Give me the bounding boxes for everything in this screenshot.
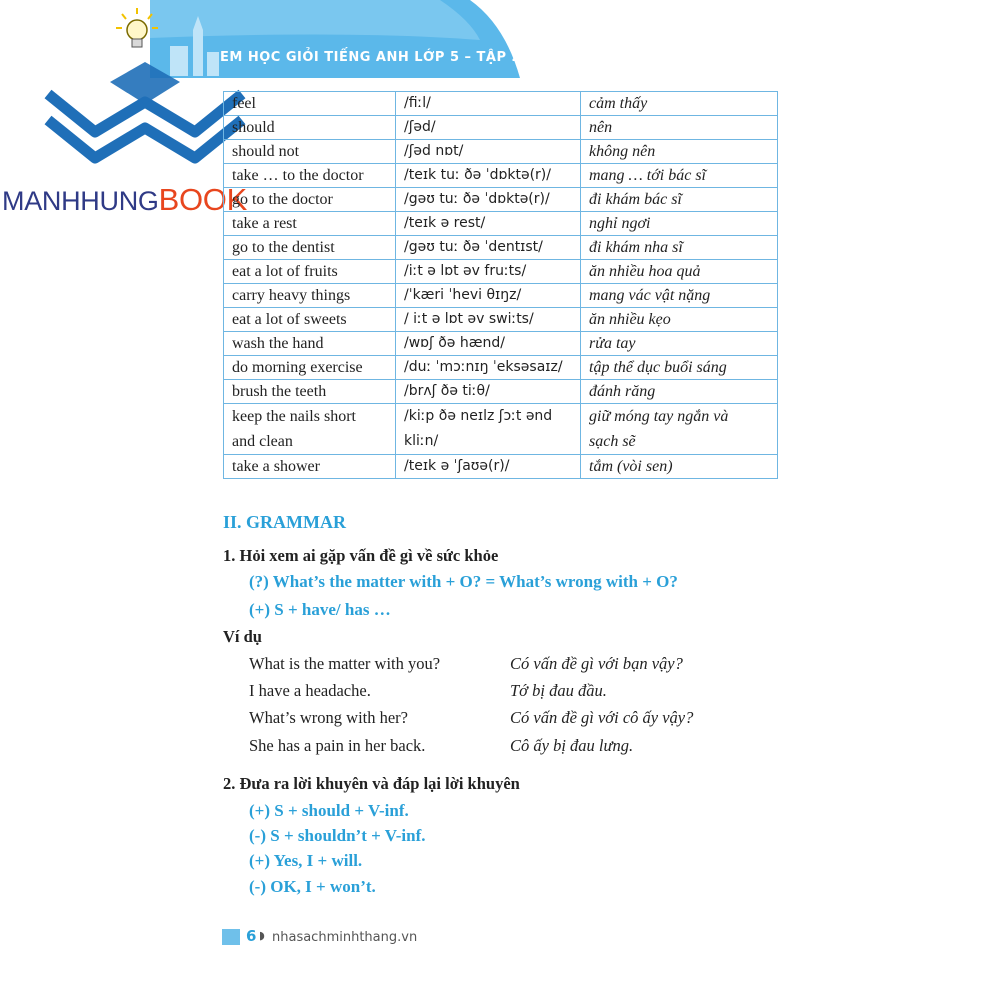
header-title: EM HỌC GIỎI TIẾNG ANH LỚP 5 – TẬP 2 bbox=[220, 50, 522, 65]
table-row bbox=[224, 116, 778, 140]
example-label: Ví dụ bbox=[223, 627, 262, 646]
vocab-meaning: rửa tay bbox=[581, 332, 778, 356]
example-en: What is the matter with you? bbox=[249, 654, 441, 673]
example-en: What’s wrong with her? bbox=[249, 708, 408, 727]
vocab-ipa: /gəʊ tuː ðə ˈdentɪst/ bbox=[396, 236, 581, 260]
vocab-word: keep the nails short and clean bbox=[224, 404, 396, 455]
subheading-1: 1. Hỏi xem ai gặp vấn đề gì về sức khỏe bbox=[223, 546, 499, 565]
lightbulb-icon bbox=[112, 6, 162, 56]
vocab-ipa: /ʃəd nɒt/ bbox=[396, 140, 581, 164]
vocab-word: brush the teeth bbox=[224, 380, 396, 404]
vocab-ipa: /duː ˈmɔːnɪŋ ˈeksəsaɪz/ bbox=[396, 356, 581, 380]
formula-reply-no: (-) OK, I + won’t. bbox=[249, 877, 376, 896]
footer-marker bbox=[222, 929, 240, 945]
vocab-meaning: đánh răng bbox=[581, 380, 778, 404]
vocab-ipa: /gəʊ tuː ðə ˈdɒktə(r)/ bbox=[396, 188, 581, 212]
vocab-meaning: tập thể dục buổi sáng bbox=[581, 356, 778, 380]
vocab-meaning: ăn nhiều hoa quả bbox=[581, 260, 778, 284]
watermark-brand: MANHHUNGBOOK bbox=[2, 182, 247, 217]
example-en: She has a pain in her back. bbox=[249, 736, 426, 755]
vocab-ipa: / iːt ə lɒt əv swiːts/ bbox=[396, 308, 581, 332]
vocab-ipa: /teɪk ə rest/ bbox=[396, 212, 581, 236]
vocab-meaning: mang … tới bác sĩ bbox=[581, 164, 778, 188]
vocab-word: should not bbox=[224, 140, 396, 164]
table-row bbox=[224, 164, 778, 188]
example-vi: Có vấn đề gì với cô ấy vậy? bbox=[510, 708, 694, 727]
book-logo-icon bbox=[40, 54, 250, 184]
vocab-ipa: /teɪk tuː ðə ˈdɒktə(r)/ bbox=[396, 164, 581, 188]
vocab-word: wash the hand bbox=[224, 332, 396, 356]
vocab-ipa: /brʌʃ ðə tiːθ/ bbox=[396, 380, 581, 404]
vocab-meaning: ăn nhiều kẹo bbox=[581, 308, 778, 332]
vocab-meaning: nên bbox=[581, 116, 778, 140]
vocab-meaning: cảm thấy bbox=[581, 92, 778, 116]
vocab-word: carry heavy things bbox=[224, 284, 396, 308]
example-vi: Cô ấy bị đau lưng. bbox=[510, 736, 634, 755]
table-row bbox=[224, 236, 778, 260]
subheading-2: 2. Đưa ra lời khuyên và đáp lại lời khuyên bbox=[223, 774, 520, 793]
vocab-ipa: /iːt ə lɒt əv fruːts/ bbox=[396, 260, 581, 284]
vocab-word: eat a lot of fruits bbox=[224, 260, 396, 284]
formula-question: (?) What’s the matter with + O? = What’s wrong with + O? bbox=[249, 572, 678, 591]
formula-advice-negative: (-) S + shouldn’t + V-inf. bbox=[249, 826, 426, 845]
vocab-word: take … to the doctor bbox=[224, 164, 396, 188]
footer-website: nhasachminhthang.vn bbox=[272, 930, 418, 945]
vocab-ipa: /ˈkæri ˈhevi θɪŋz/ bbox=[396, 284, 581, 308]
vocab-word: take a rest bbox=[224, 212, 396, 236]
vocab-meaning: mang vác vật nặng bbox=[581, 284, 778, 308]
table-row bbox=[224, 92, 778, 116]
table-row bbox=[224, 260, 778, 284]
vocab-meaning: không nên bbox=[581, 140, 778, 164]
footer-arrow-icon: ◗ bbox=[259, 929, 265, 942]
vocab-ipa: /teɪk ə ˈʃaʊə(r)/ bbox=[396, 455, 581, 479]
vocab-word: should bbox=[224, 116, 396, 140]
vocabulary-table bbox=[223, 91, 778, 479]
table-row bbox=[224, 380, 778, 404]
table-row bbox=[224, 212, 778, 236]
vocab-word: feel bbox=[224, 92, 396, 116]
vocab-ipa: /kiːp ðə neɪlz ʃɔːt ənd kliːn/ bbox=[396, 404, 581, 455]
formula-answer: (+) S + have/ has … bbox=[249, 600, 391, 619]
table-row bbox=[224, 332, 778, 356]
vocab-meaning: tắm (vòi sen) bbox=[581, 455, 778, 479]
page-number: 6 bbox=[246, 927, 257, 945]
vocab-word: take a shower bbox=[224, 455, 396, 479]
table-row bbox=[224, 188, 778, 212]
table-row bbox=[224, 140, 778, 164]
table-row bbox=[224, 284, 778, 308]
vocab-meaning: đi khám bác sĩ bbox=[581, 188, 778, 212]
example-en: I have a headache. bbox=[249, 681, 371, 700]
example-vi: Có vấn đề gì với bạn vậy? bbox=[510, 654, 683, 673]
table-row bbox=[224, 308, 778, 332]
vocab-ipa: /fiːl/ bbox=[396, 92, 581, 116]
formula-advice: (+) S + should + V-inf. bbox=[249, 801, 409, 820]
vocab-word: do morning exercise bbox=[224, 356, 396, 380]
vocab-meaning: nghỉ ngơi bbox=[581, 212, 778, 236]
vocab-meaning: giữ móng tay ngắn và sạch sẽ bbox=[581, 404, 778, 455]
formula-reply-yes: (+) Yes, I + will. bbox=[249, 851, 363, 870]
example-vi: Tớ bị đau đầu. bbox=[510, 681, 607, 700]
vocab-word: eat a lot of sweets bbox=[224, 308, 396, 332]
vocab-ipa: /ʃəd/ bbox=[396, 116, 581, 140]
vocab-meaning: đi khám nha sĩ bbox=[581, 236, 778, 260]
table-row bbox=[224, 404, 778, 455]
vocab-ipa: /wɒʃ ðə hænd/ bbox=[396, 332, 581, 356]
vocab-word: go to the dentist bbox=[224, 236, 396, 260]
vocab-word: go to the doctor bbox=[224, 188, 396, 212]
table-row bbox=[224, 356, 778, 380]
table-row bbox=[224, 455, 778, 479]
section-title: II. GRAMMAR bbox=[223, 512, 346, 532]
